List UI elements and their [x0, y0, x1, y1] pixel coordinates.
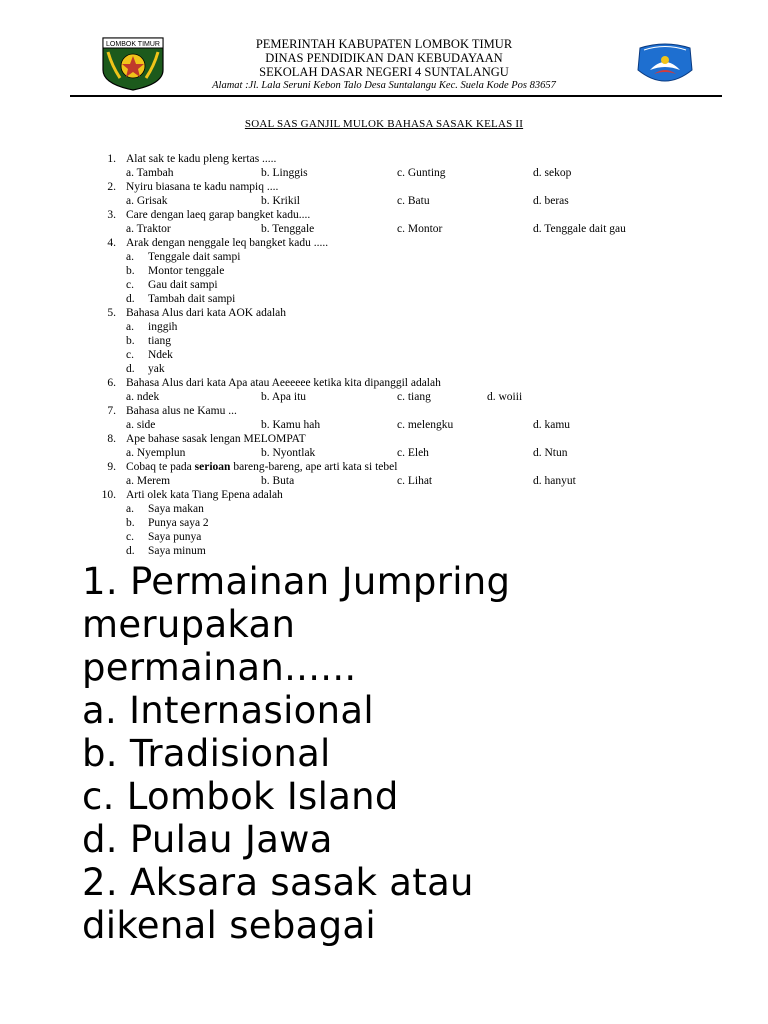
question-4-option-c: c. Gau dait sampi	[126, 279, 218, 291]
question-10-option-b: b. Punya saya 2	[126, 517, 209, 529]
large-text-line: a. Internasional	[82, 689, 374, 732]
large-text-line: 1. Permainan Jumpring	[82, 560, 511, 603]
option-b: b. Nyontlak	[261, 447, 316, 459]
question-4-option-a: a. Tenggale dait sampi	[126, 251, 241, 263]
option-c: c. tiang	[397, 391, 431, 403]
letterhead-address: Alamat :Jl. Lala Seruni Kebon Talo Desa Suntalangu Kec. Suela Kode Pos 83657	[212, 80, 556, 91]
option-b: b. Linggis	[261, 167, 308, 179]
question-10-option-c: c. Saya punya	[126, 531, 202, 543]
option-b: b. Tenggale	[261, 223, 315, 235]
question-1-options	[0, 166, 768, 180]
option-a: a. side	[126, 419, 156, 431]
large-question-text	[82, 560, 510, 947]
question-2-options	[0, 194, 768, 208]
option-a: a. Traktor	[126, 223, 171, 235]
large-text-line: c. Lombok Island	[82, 775, 399, 818]
question-5: 5. Bahasa Alus dari kata AOK adalah	[107, 307, 286, 319]
large-text-line: merupakan	[82, 603, 296, 646]
option-d: d. Ntun	[533, 447, 568, 459]
large-text-line: 2. Aksara sasak atau	[82, 861, 474, 904]
question-5-option-b: b. tiang	[126, 335, 171, 347]
option-d: d. kamu	[533, 419, 571, 431]
question-8-options	[0, 446, 768, 460]
question-3: 3. Care dengan laeq garap bangket kadu....	[107, 209, 311, 221]
question-5-option-c: c. Ndek	[126, 349, 173, 361]
letterhead-line-1: PEMERINTAH KABUPATEN LOMBOK TIMUR	[255, 37, 513, 51]
question-4-option-b: b. Montor tenggale	[126, 265, 225, 277]
question-9-options	[0, 474, 768, 488]
large-text-line: d. Pulau Jawa	[82, 818, 333, 861]
option-c: c. Lihat	[397, 475, 433, 487]
question-4: 4. Arak dengan nenggale leq bangket kadu .....	[107, 237, 329, 249]
question-10-option-a: a. Saya makan	[126, 503, 204, 515]
question-5-option-d: d. yak	[126, 363, 165, 375]
question-10-option-d: d. Saya minum	[126, 545, 206, 557]
question-10: 10. Arti olek kata Tiang Epena adalah	[101, 489, 283, 501]
option-d: d. Tenggale dait gau	[533, 223, 626, 235]
letterhead	[0, 0, 768, 100]
question-3-options	[0, 222, 768, 236]
question-4-option-d: d. Tambah dait sampi	[126, 293, 236, 305]
large-text-line: permainan......	[82, 646, 357, 689]
question-5-option-a: a. inggih	[126, 321, 178, 333]
tut-wuri-handayani-emblem-icon	[630, 40, 700, 90]
bold-word: serioan	[194, 461, 231, 473]
option-c: c. Batu	[397, 195, 430, 207]
option-c: c. Eleh	[397, 447, 429, 459]
option-d: d. sekop	[533, 167, 572, 179]
question-8: 8. Ape bahase sasak lengan MELOMPAT	[107, 433, 306, 445]
option-c: c. Montor	[397, 223, 443, 235]
question-2: 2. Nyiru biasana te kadu nampiq ....	[107, 181, 279, 193]
option-a: a. Merem	[126, 475, 171, 487]
option-b: b. Krikil	[261, 195, 300, 207]
letterhead-rule	[70, 95, 722, 97]
option-d: d. beras	[533, 195, 569, 207]
letterhead-line-3: SEKOLAH DASAR NEGERI 4 SUNTALANGU	[259, 65, 509, 79]
option-a: a. Tambah	[126, 167, 174, 179]
option-c: c. melengku	[397, 419, 454, 431]
question-6-options	[0, 390, 768, 404]
option-d: d. hanyut	[533, 475, 576, 487]
option-c: c. Gunting	[397, 167, 446, 179]
question-7-options	[0, 418, 768, 432]
question-7: 7. Bahasa alus ne Kamu ...	[107, 405, 237, 417]
option-b: b. Apa itu	[261, 391, 307, 403]
option-a: a. ndek	[126, 391, 160, 403]
large-text-line: dikenal sebagai	[82, 904, 376, 947]
exam-title: SOAL SAS GANJIL MULOK BAHASA SASAK KELAS II	[244, 118, 524, 130]
letterhead-line-2: DINAS PENDIDIKAN DAN KEBUDAYAAN	[265, 51, 503, 65]
question-6: 6. Bahasa Alus dari kata Apa atau Aeeeeee ketika kita dipanggil adalah	[107, 377, 441, 389]
logo-text: LOMBOK TIMUR	[106, 41, 160, 48]
option-b: b. Kamu hah	[261, 419, 321, 431]
large-text-line: b. Tradisional	[82, 732, 331, 775]
option-a: a. Nyemplun	[126, 447, 186, 459]
option-b: b. Buta	[261, 475, 295, 487]
question-1: 1. Alat sak te kadu pleng kertas .....	[107, 153, 277, 165]
question-9: 9. Cobaq te pada serioan bareng-bareng, ape arti kata si tebel	[107, 461, 398, 473]
question-list	[0, 152, 768, 558]
option-d: d. woiii	[487, 391, 523, 403]
option-a: a. Grisak	[126, 195, 168, 207]
